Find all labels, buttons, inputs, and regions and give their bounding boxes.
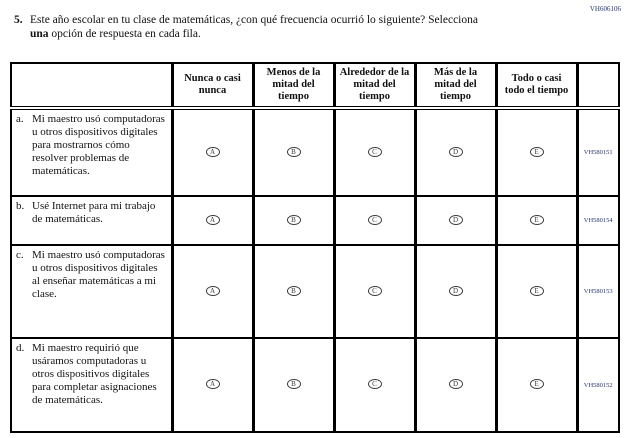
item-code-d: VH580152	[577, 338, 619, 432]
option-cell	[172, 108, 253, 196]
header-empty-statement	[11, 63, 172, 108]
option-cell	[253, 108, 334, 196]
option-cell	[253, 196, 334, 245]
row-letter-b: b.	[16, 200, 25, 212]
question-number: 5.	[14, 14, 23, 26]
response-oval-d-menos[interactable]: B	[287, 379, 301, 389]
question-text	[30, 13, 484, 41]
row-statement-d: Mi maestro requirió que usáramos computadoras u otros dispositivos digitales para completar asignaciones de matemáticas.	[32, 342, 157, 406]
response-oval-a-nunca[interactable]: A	[206, 147, 220, 157]
statement-cell-a	[11, 108, 172, 196]
option-cell	[496, 108, 577, 196]
item-code-a: VH580151	[577, 108, 619, 196]
response-oval-c-nunca[interactable]: A	[206, 286, 220, 296]
table-row-a	[11, 108, 619, 196]
header-nunca: Nunca o casi nunca	[172, 63, 253, 108]
row-statement-a: Mi maestro usó computadoras u otros dispositivos digitales para mostrarnos cómo resolver problemas de matemáticas.	[32, 113, 165, 177]
item-code-c: VH580153	[577, 245, 619, 338]
header-alrededor-de-la-mitad: Alrededor de la mitad del tiempo	[334, 63, 415, 108]
response-oval-b-nunca[interactable]: A	[206, 215, 220, 225]
response-oval-b-mas[interactable]: D	[449, 215, 463, 225]
question-text-part1: Este año escolar en tu clase de matemáticas, ¿con qué frecuencia ocurrió lo siguiente? Selecciona	[30, 14, 478, 26]
option-cell	[334, 245, 415, 338]
header-menos-de-la-mitad: Menos de la mitad del tiempo	[253, 63, 334, 108]
option-cell	[496, 338, 577, 432]
response-oval-a-mas[interactable]: D	[449, 147, 463, 157]
table-row-c	[11, 245, 619, 338]
option-cell	[415, 338, 496, 432]
option-cell	[172, 338, 253, 432]
row-statement-c: Mi maestro usó computadoras u otros dispositivos digitales al enseñar matemáticas a mi clase.	[32, 249, 165, 300]
response-oval-a-todo[interactable]: E	[530, 147, 544, 157]
header-row	[11, 63, 619, 108]
header-empty-code	[577, 63, 619, 108]
response-oval-b-menos[interactable]: B	[287, 215, 301, 225]
response-matrix-table	[10, 62, 620, 433]
response-oval-d-todo[interactable]: E	[530, 379, 544, 389]
question-text-bold: una	[30, 28, 49, 40]
table-row-d	[11, 338, 619, 432]
statement-cell-c	[11, 245, 172, 338]
response-oval-c-todo[interactable]: E	[530, 286, 544, 296]
header-todo-o-casi-todo: Todo o casi todo el tiempo	[496, 63, 577, 108]
option-cell	[253, 245, 334, 338]
option-cell	[334, 196, 415, 245]
option-cell	[415, 196, 496, 245]
option-cell	[172, 245, 253, 338]
response-oval-b-alrededor[interactable]: C	[368, 215, 382, 225]
option-cell	[496, 245, 577, 338]
response-oval-b-todo[interactable]: E	[530, 215, 544, 225]
option-cell	[253, 338, 334, 432]
row-letter-d: d.	[16, 342, 25, 354]
header-mas-de-la-mitad: Más de la mitad del tiempo	[415, 63, 496, 108]
item-code-b: VH580154	[577, 196, 619, 245]
row-letter-c: c.	[16, 249, 24, 261]
response-oval-a-alrededor[interactable]: C	[368, 147, 382, 157]
option-cell	[496, 196, 577, 245]
table-row-b	[11, 196, 619, 245]
page-form-code: VH606106	[589, 5, 621, 13]
response-oval-c-alrededor[interactable]: C	[368, 286, 382, 296]
response-oval-d-mas[interactable]: D	[449, 379, 463, 389]
response-oval-a-menos[interactable]: B	[287, 147, 301, 157]
option-cell	[334, 338, 415, 432]
question-block	[14, 13, 484, 41]
statement-cell-b	[11, 196, 172, 245]
option-cell	[334, 108, 415, 196]
response-oval-c-mas[interactable]: D	[449, 286, 463, 296]
response-oval-d-nunca[interactable]: A	[206, 379, 220, 389]
row-letter-a: a.	[16, 113, 24, 125]
option-cell	[415, 245, 496, 338]
response-oval-d-alrededor[interactable]: C	[368, 379, 382, 389]
question-text-part2: opción de respuesta en cada fila.	[48, 28, 201, 40]
option-cell	[415, 108, 496, 196]
statement-cell-d	[11, 338, 172, 432]
option-cell	[172, 196, 253, 245]
row-statement-b: Usé Internet para mi trabajo de matemáticas.	[32, 200, 156, 225]
response-oval-c-menos[interactable]: B	[287, 286, 301, 296]
